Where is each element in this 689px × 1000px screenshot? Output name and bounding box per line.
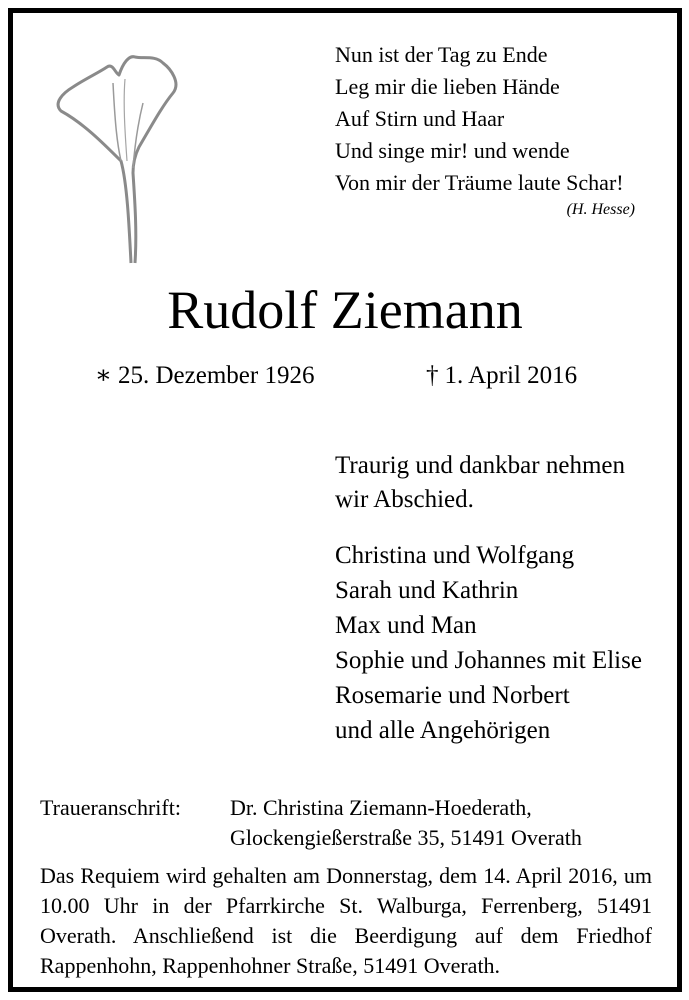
poem-author: (H. Hesse) bbox=[566, 201, 635, 218]
family-member: und alle Angehörigen bbox=[335, 717, 551, 744]
death-date bbox=[426, 359, 577, 393]
poem bbox=[335, 39, 665, 219]
address-line: Glockengießerstraße 35, 51491 Overath bbox=[230, 825, 582, 850]
family-member: Rosemarie und Norbert bbox=[335, 682, 570, 709]
family-member: Max und Man bbox=[335, 612, 477, 639]
death-date-text: 1. April 2016 bbox=[444, 362, 578, 389]
birth-date-text: 25. Dezember 1926 bbox=[118, 362, 315, 389]
mourning-line: wir Abschied. bbox=[335, 486, 474, 513]
death-symbol: † bbox=[426, 362, 439, 389]
birth-symbol: ∗ bbox=[95, 362, 112, 389]
poem-line: Von mir der Träume laute Schar! bbox=[335, 170, 624, 195]
poem-line: Leg mir die lieben Hände bbox=[335, 74, 560, 99]
birth-date bbox=[95, 359, 314, 393]
ginkgo-leaf-icon bbox=[43, 43, 193, 273]
address-line: Dr. Christina Ziemann-Hoederath, bbox=[230, 795, 532, 820]
family-member: Sarah und Kathrin bbox=[335, 577, 519, 604]
family-member: Sophie und Johannes mit Elise bbox=[335, 647, 642, 674]
deceased-name: Rudolf Ziemann bbox=[167, 280, 523, 340]
requiem-info: Das Requiem wird gehalten am Donnerstag, dem 14. April 2016, um 10.00 Uhr in der Pfarrkirche St. Walburga, Ferrenberg, 51491 Overath. Anschließend ist die Beerdigung auf dem Friedhof Rappenhohn, Rappenhohner Straße, 51491 Overath. bbox=[40, 863, 652, 978]
poem-line: Nun ist der Tag zu Ende bbox=[335, 42, 548, 67]
address-label: Traueranschrift: bbox=[40, 795, 181, 820]
mourning-text bbox=[335, 449, 625, 517]
obituary-frame bbox=[8, 8, 682, 992]
address-lines bbox=[230, 793, 582, 853]
family-list bbox=[335, 538, 642, 748]
mourning-line: Traurig und dankbar nehmen bbox=[335, 452, 625, 479]
family-member: Christina und Wolfgang bbox=[335, 542, 575, 569]
poem-line: Auf Stirn und Haar bbox=[335, 106, 505, 131]
poem-line: Und singe mir! und wende bbox=[335, 138, 570, 163]
